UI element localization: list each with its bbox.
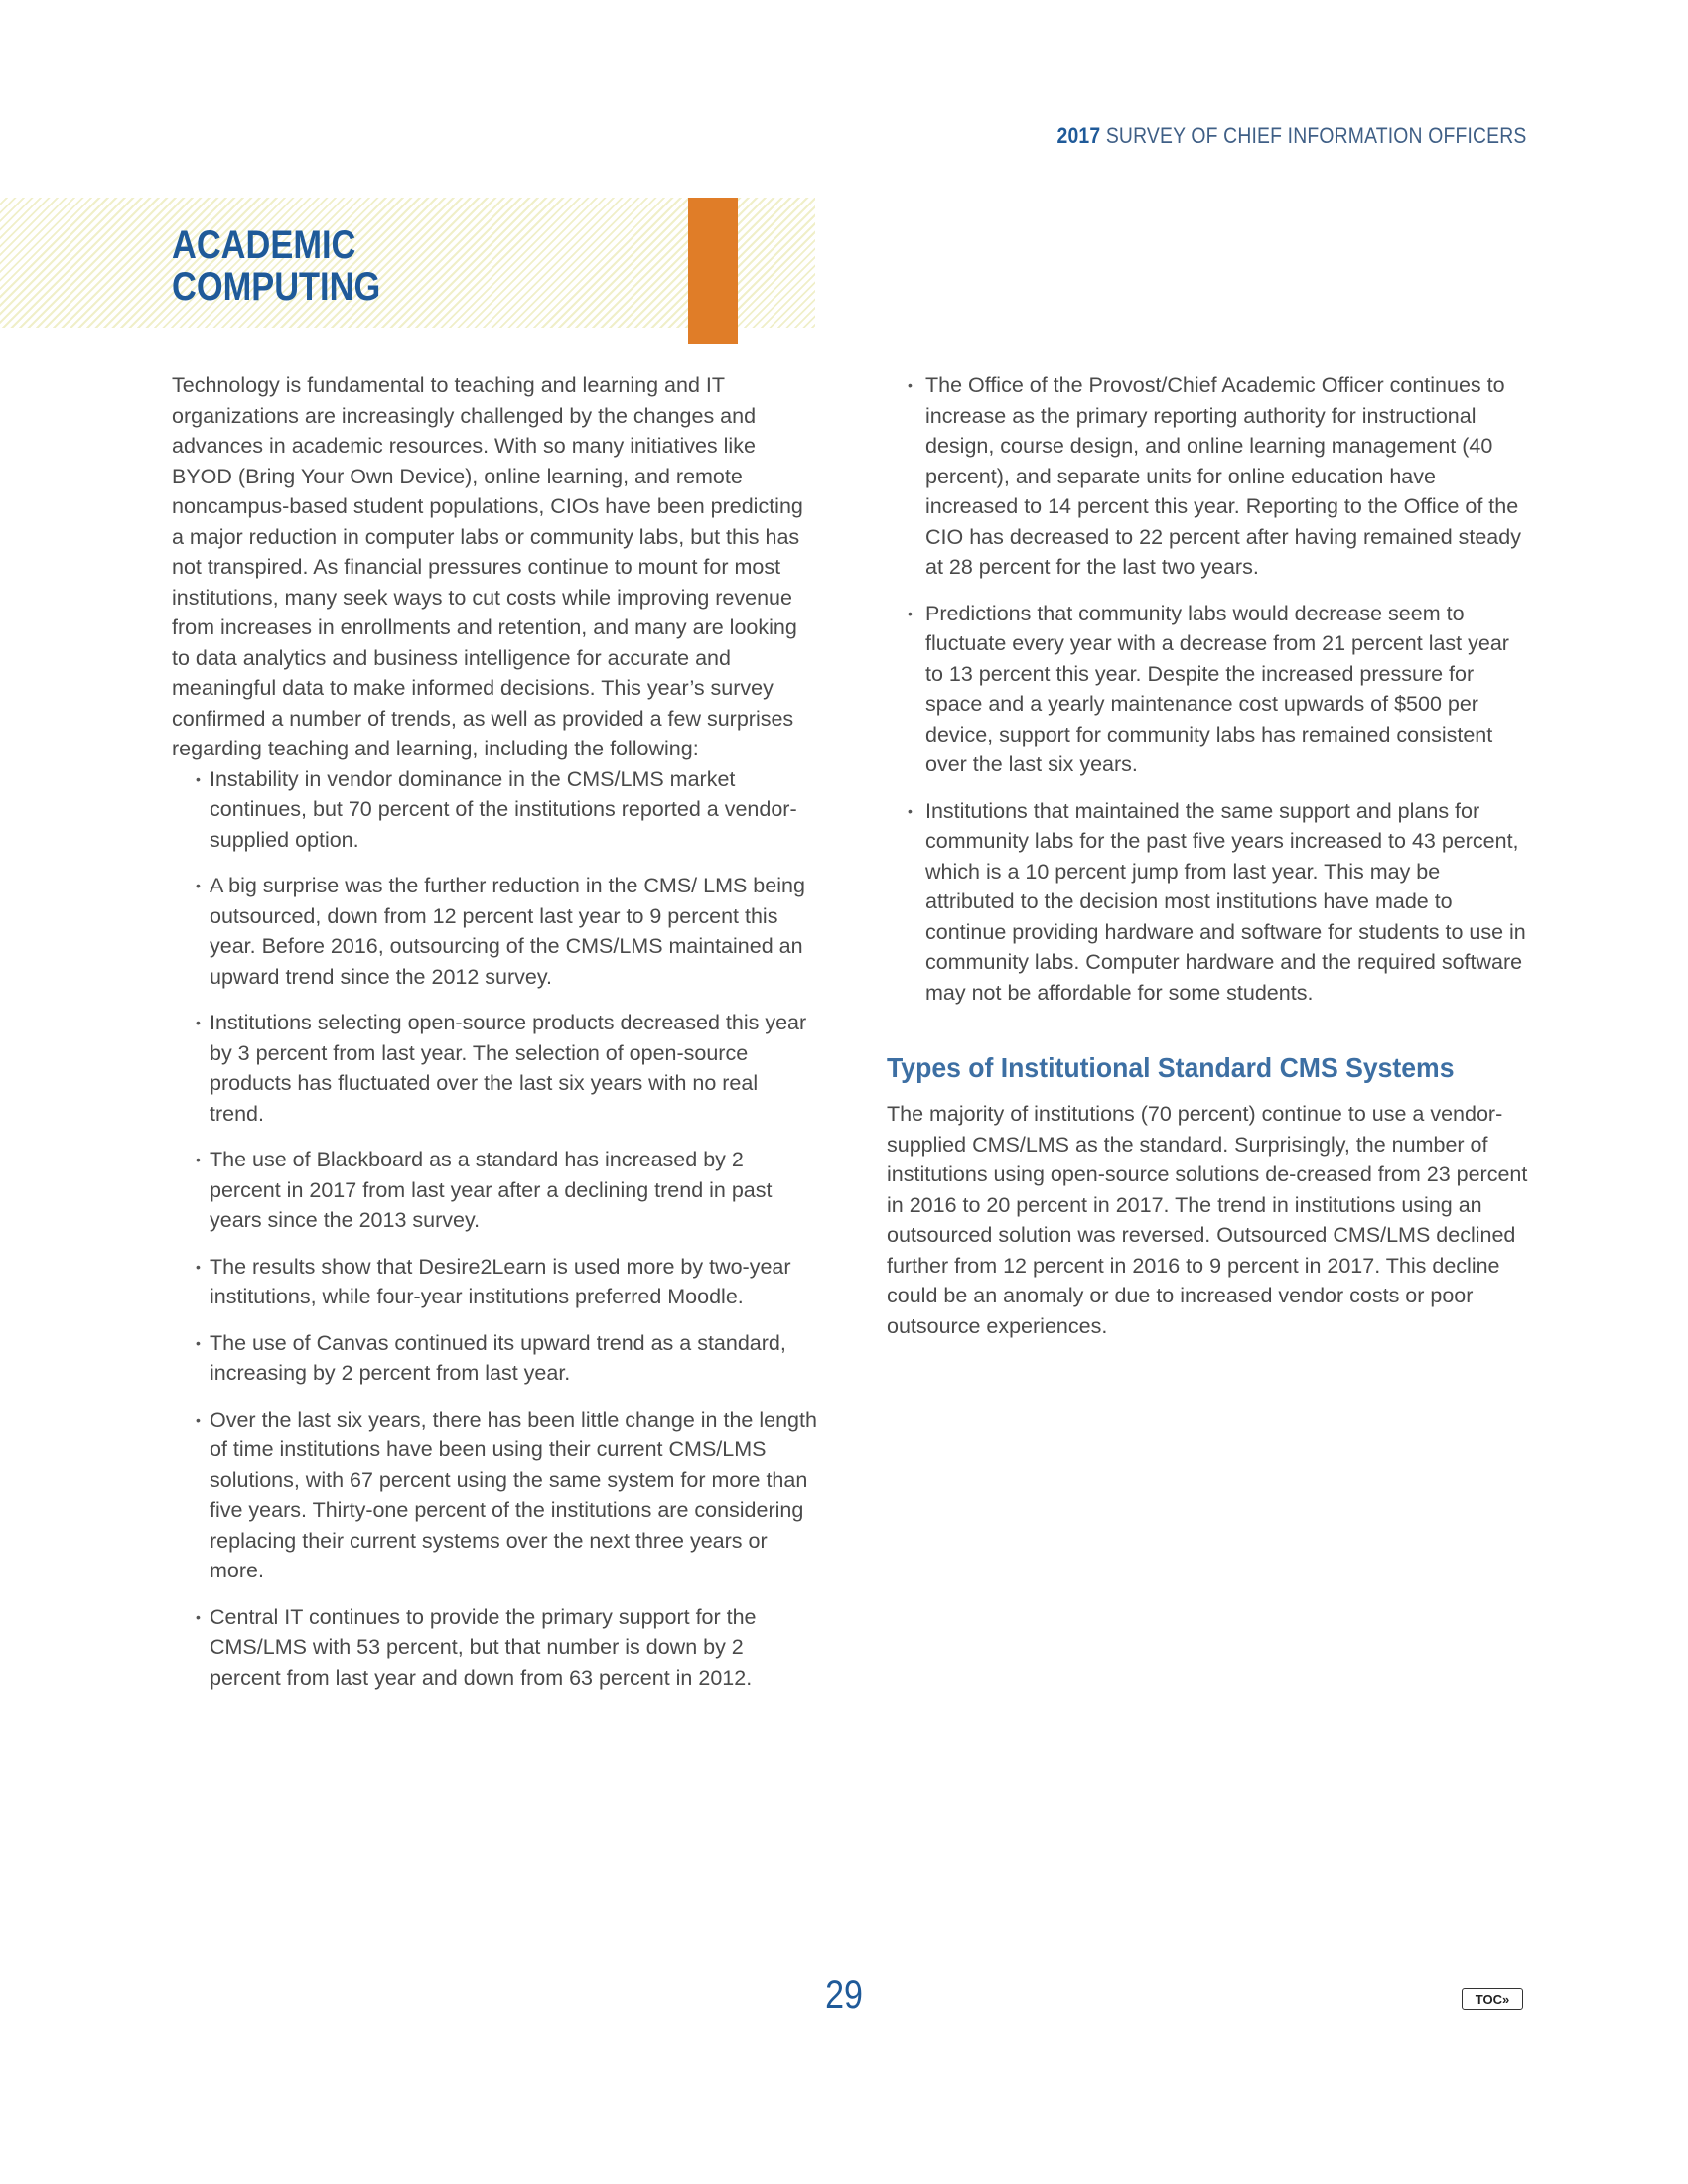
findings-list <box>172 764 817 1694</box>
list-item-text: Institutions selecting open-source products decreased this year by 3 percent from last year. The selection of open-source products has fluctuated over the last six years with no real trend. <box>210 1011 807 1126</box>
left-column <box>172 370 817 1708</box>
section-title <box>172 224 513 308</box>
section-title-line2: COMPUTING <box>172 265 381 309</box>
report-year: 2017 <box>1056 123 1101 148</box>
list-item <box>172 1252 817 1312</box>
bullet-icon: • <box>196 1258 201 1275</box>
list-item <box>172 1008 817 1129</box>
list-item-text: The results show that Desire2Learn is used more by two-year institutions, while four-year institutions preferred Moodle. <box>210 1254 791 1308</box>
bullet-icon: • <box>196 1015 201 1030</box>
intro-paragraph: Technology is fundamental to teaching and learning and IT organizations are increasingly challenged by the changes and advances in academic resources. With so many initiatives like BYOD (Bring Your Own Device), online learning, and remote noncampus-based student populations, CIOs have been predicting a major reduction in computer labs or community labs, but this has not transpired. As financial pressures continue to mount for most institutions, many seek ways to cut costs while improving revenue from increases in enrollments and retention, and many are looking to data analytics and business intelligence for accurate and meaningful data to make informed decisions. This year’s survey confirmed a number of trends, as well as provided a few surprises regarding teaching and learning, including the following: <box>172 373 803 760</box>
bullet-icon: • <box>196 1411 201 1428</box>
list-item-text: The use of Canvas continued its upward trend as a standard, increasing by 2 percent from last year. <box>210 1330 786 1385</box>
right-column <box>887 370 1532 1341</box>
list-item <box>172 871 817 992</box>
list-item-text: Predictions that community labs would decrease seem to fluctuate every year with a decrease from 21 percent last year to 13 percent this year. Despite the increased pressure for space and a yearly maintenance cost upwards of $500 per device, support for community labs has remained consistent over the last six years. <box>925 601 1509 776</box>
subsection-paragraph: The majority of institutions (70 percent) continue to use a vendor-supplied CMS/LMS as the standard. Surprisingly, the number of institutions using open-source solutions de-creased from 23 percent in 2016 to 20 percent in 2017. The trend in institutions using an outsourced solution was reversed. Outsourced CMS/LMS declined further from 12 percent in 2016 to 9 percent in 2017. This decline could be an anomaly or due to increased vendor costs or poor outsource experiences. <box>887 1102 1528 1338</box>
list-item-text: A big surprise was the further reduction in the CMS/ LMS being outsourced, down from 12 percent last year to 9 percent this year. Before 2016, outsourcing of the CMS/LMS maintained an upward trend since the 2012 survey. <box>210 874 805 989</box>
list-item-text: Central IT continues to provide the primary support for the CMS/LMS with 53 percent, but that number is down by 2 percent from last year and down from 63 percent in 2012. <box>210 1604 757 1690</box>
list-item <box>172 1405 817 1586</box>
list-item-text: Institutions that maintained the same support and plans for community labs for the past five years increased to 43 percent, which is a 10 percent jump from last year. This may be attributed to the decision most institutions have made to continue providing hardware and software for students to use in community labs. Computer hardware and the required software may not be affordable for some students. <box>925 798 1526 1005</box>
section-accent-bar <box>688 198 738 344</box>
section-title-line1: ACADEMIC <box>172 223 356 267</box>
bullet-icon: • <box>196 878 201 893</box>
findings-list-continued <box>887 370 1532 1008</box>
subsection-heading: Types of Institutional Standard CMS Systems <box>887 1052 1455 1083</box>
bullet-icon: • <box>196 770 201 787</box>
bullet-icon: • <box>908 377 913 393</box>
list-item <box>172 1602 817 1694</box>
list-item <box>887 370 1532 583</box>
list-item <box>887 599 1532 780</box>
bullet-icon: • <box>196 1152 201 1167</box>
page-number: 29 <box>825 1974 863 2017</box>
running-header <box>1057 123 1527 149</box>
bullet-icon: • <box>908 802 913 819</box>
list-item <box>172 764 817 856</box>
bullet-icon: • <box>196 1334 201 1351</box>
list-item-text: The use of Blackboard as a standard has increased by 2 percent in 2017 from last year after a declining trend in past years since the 2013 survey. <box>210 1148 773 1232</box>
bullet-icon: • <box>196 1608 201 1625</box>
list-item <box>172 1328 817 1389</box>
list-item <box>172 1145 817 1236</box>
list-item-text: Over the last six years, there has been little change in the length of time institutions have been using their current CMS/LMS solutions, with 67 percent using the same system for more than five years. Thirty-one percent of the institutions are considering replacing their current systems over the next three years or more. <box>210 1407 817 1582</box>
toc-button[interactable]: TOC» <box>1462 1988 1523 2010</box>
list-item <box>887 796 1532 1009</box>
list-item-text: The Office of the Provost/Chief Academic Officer continues to increase as the primary reporting authority for instructional design, course design, and online learning management (40 percent), and separate units for online education have increased to 14 percent this year. Reporting to the Office of the CIO has decreased to 22 percent after having remained steady at 28 percent for the last two years. <box>925 373 1521 579</box>
bullet-icon: • <box>908 605 913 621</box>
report-title: SURVEY OF CHIEF INFORMATION OFFICERS <box>1100 123 1527 148</box>
list-item-text: Instability in vendor dominance in the CMS/LMS market continues, but 70 percent of the institutions reported a vendor-supplied option. <box>210 766 797 852</box>
